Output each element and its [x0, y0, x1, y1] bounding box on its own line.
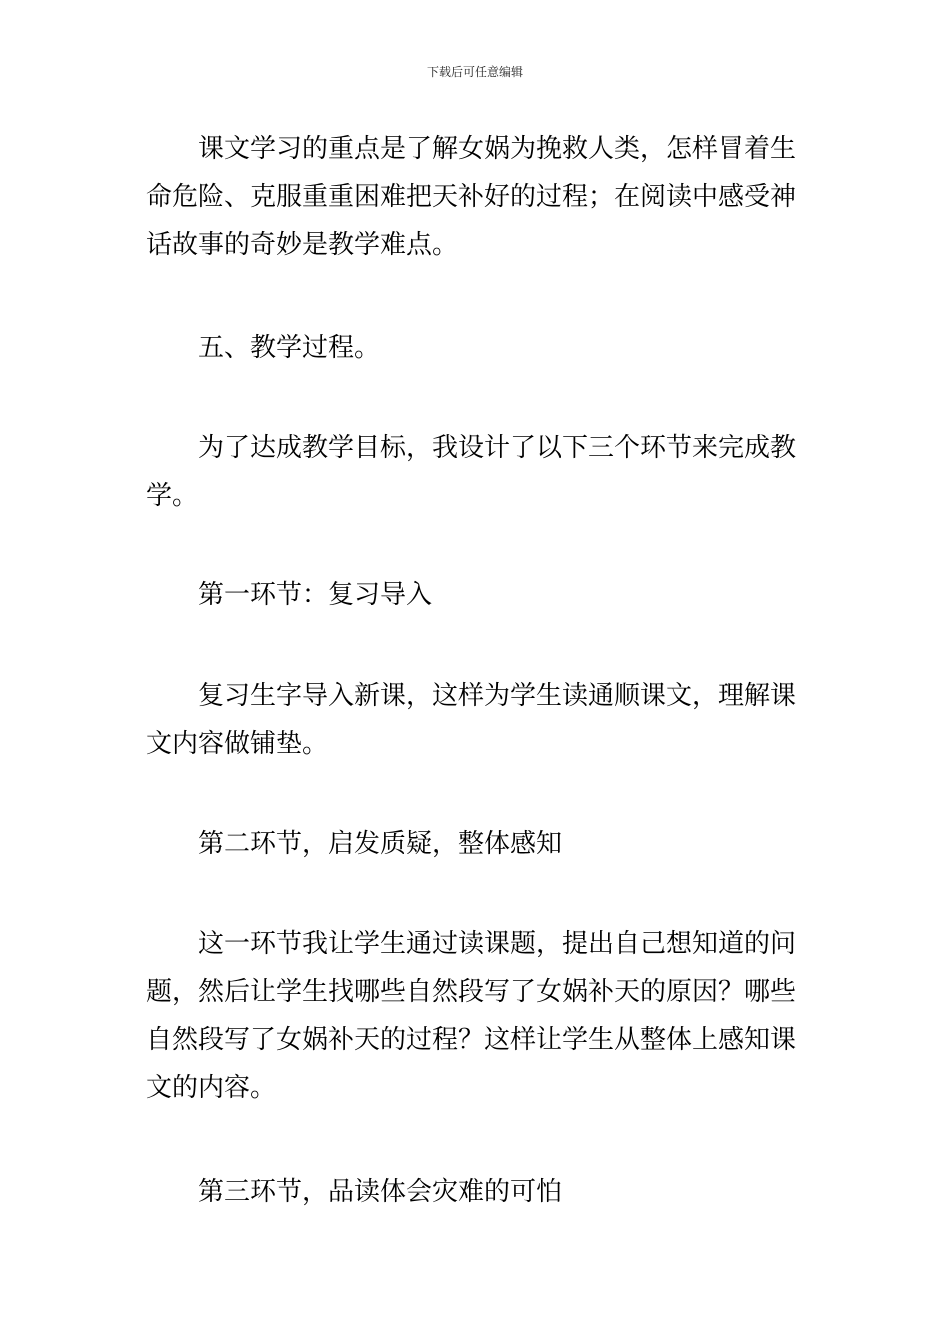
- heading-stage-three: 第三环节，品读体会灾难的可怕: [198, 1177, 563, 1207]
- page-header: 下载后可任意编辑: [426, 65, 523, 79]
- paragraph-key-points: 课文学习的重点是了解女娲为挽救人类，怎样冒着生命危险、克服重重困难把天补好的过程；在阅读中感受神话故事的奇妙是教学难点。: [146, 134, 797, 260]
- heading-stage-one: 第一环节：复习导入: [198, 580, 433, 610]
- heading-teaching-process: 五、教学过程。: [198, 333, 381, 363]
- paragraph-three-stages: 为了达成教学目标，我设计了以下三个环节来完成教学。: [146, 433, 797, 511]
- heading-stage-two: 第二环节，启发质疑，整体感知: [198, 829, 563, 859]
- paragraph-stage-two: 这一环节我让学生通过读课题，提出自己想知道的问题，然后让学生找哪些自然段写了女娲补天的原因？哪些自然段写了女娲补天的过程？这样让学生从整体上感知课文的内容。: [146, 929, 797, 1103]
- paragraph-stage-one: 复习生字导入新课，这样为学生读通顺课文，理解课文内容做铺垫。: [146, 681, 797, 759]
